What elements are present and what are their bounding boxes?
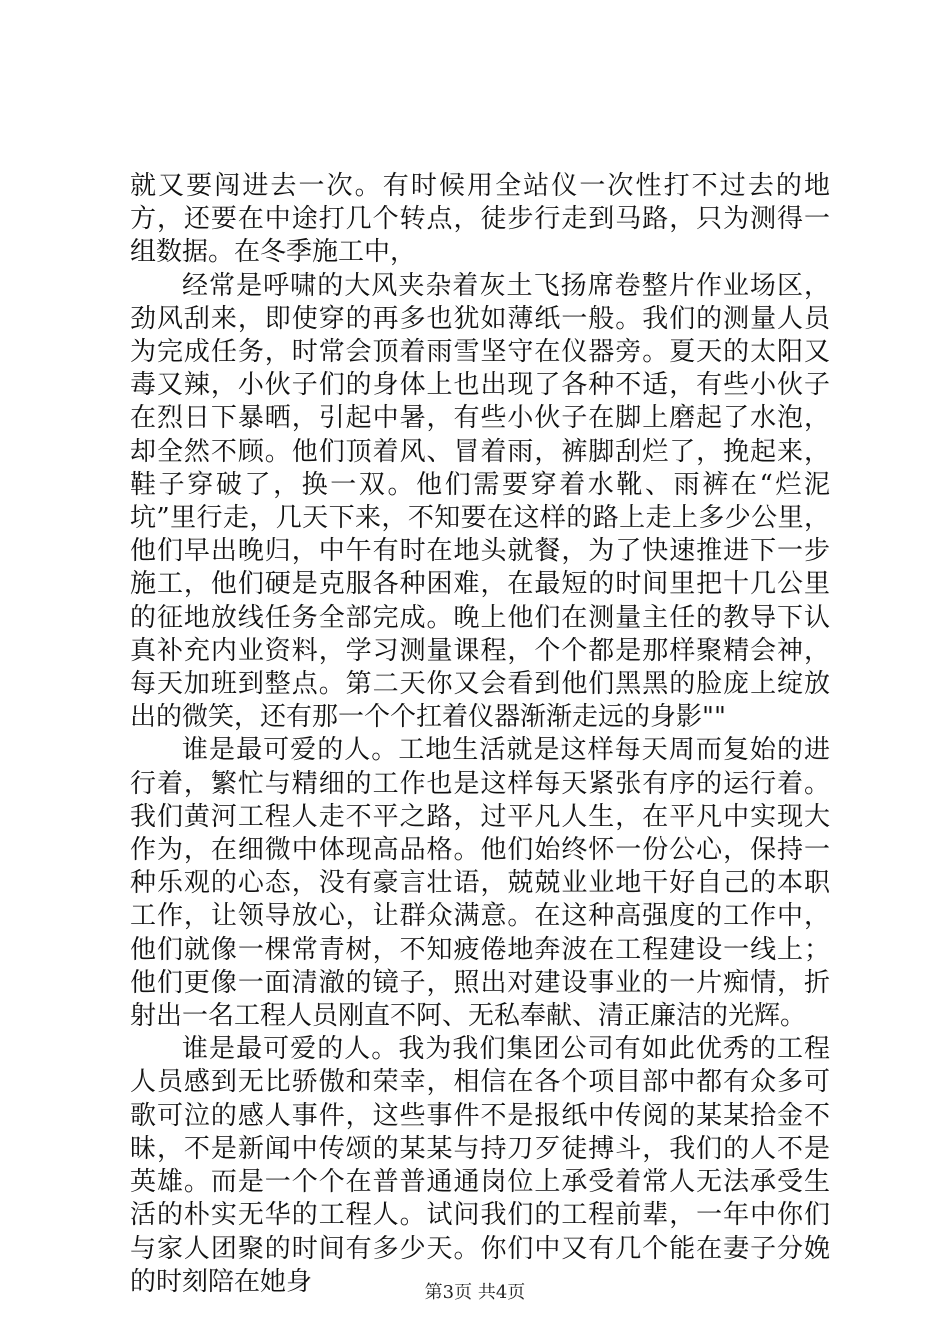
paragraph-1: 就又要闯进去一次。有时候用全站仪一次性打不过去的地方，还要在中途打几个转点，徒步行走到马路，只为测得一组数据。在冬季施工中， xyxy=(130,171,830,268)
page-number-footer: 第3页 共4页 xyxy=(424,1282,526,1303)
paragraph-2: 经常是呼啸的大风夹杂着灰土飞扬席卷整片作业场区，劲风刮来，即使穿的再多也犹如薄纸一般。我们的测量人员为完成任务，时常会顶着雨雪坚守在仪器旁。夏天的太阳又毒又辣，小伙子们的身体上也出现了各种不适，有些小伙子在烈日下暴晒，引起中暑，有些小伙子在脚上磨起了水泡，却全然不顾。他们顶着风、冒着雨，裤脚刮烂了，挽起来，鞋子穿破了，换一双。他们需要穿着水靴、雨裤在“烂泥坑”里行走，几天下来，不知要在这样的路上走上多少公里，他们早出晚归，中午有时在地头就餐，为了快速推进下一步施工，他们硬是克服各种困难，在最短的时间里把十几公里的征地放线任务全部完成。晚上他们在测量主任的教导下认真补充内业资料，学习测量课程，个个都是那样聚精会神，每天加班到整点。第二天你又会看到他们黑黑的脸庞上绽放出的微笑，还有那一个个扛着仪器渐渐走远的身影"" xyxy=(130,270,830,733)
document-body xyxy=(130,170,830,1299)
paragraph-3: 谁是最可爱的人。工地生活就是这样每天周而复始的进行着，繁忙与精细的工作也是这样每天紧张有序的运行着。我们黄河工程人走不平之路，过平凡人生，在平凡中实现大作为，在细微中体现高品格。他们始终怀一份公心，保持一种乐观的心态，没有豪言壮语，兢兢业业地干好自己的本职工作，让领导放心，让群众满意。在这种高强度的工作中，他们就像一棵常青树，不知疲倦地奔波在工程建设一线上；他们更像一面清澈的镜子，照出对建设事业的一片痴情，折射出一名工程人员刚直不阿、无私奉献、清正廉洁的光辉。 xyxy=(130,735,830,1032)
paragraph-4: 谁是最可爱的人。我为我们集团公司有如此优秀的工程人员感到无比骄傲和荣幸，相信在各个项目部中都有众多可歌可泣的感人事件，这些事件不是报纸中传阅的某某拾金不昧，不是新闻中传颂的某某与持刀歹徒搏斗，我们的人不是英雄。而是一个个在普普通通岗位上承受着常人无法承受生活的朴实无华的工程人。试问我们的工程前辈，一年中你们与家人团聚的时间有多少天。你们中又有几个能在妻子分娩的时刻陪在她身 xyxy=(130,1034,830,1297)
